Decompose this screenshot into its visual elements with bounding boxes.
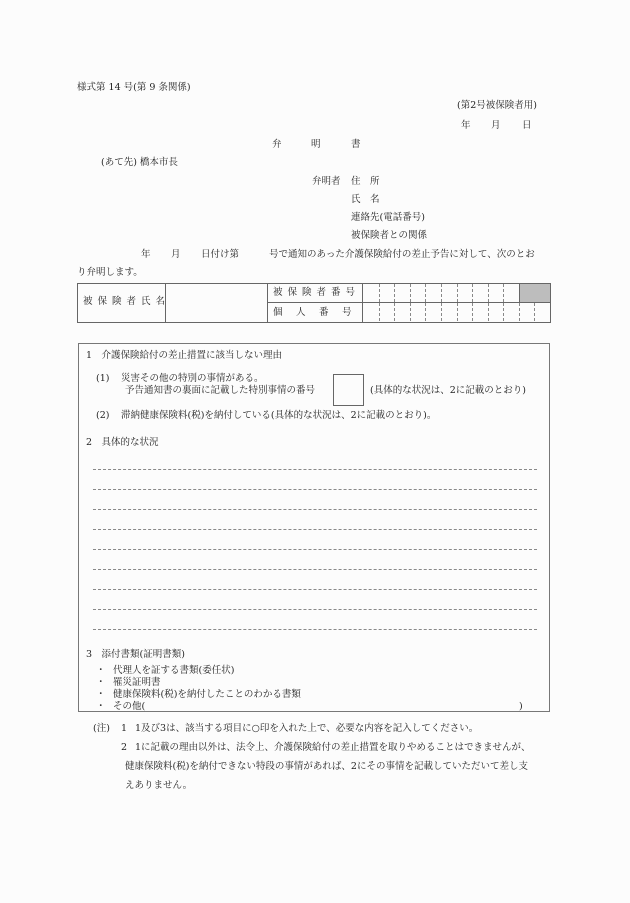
insured-number-digit-cell[interactable] [425, 284, 441, 302]
insured-number-label-cell [268, 284, 363, 303]
situation-writing-line[interactable] [93, 469, 537, 470]
attachment-item: その他( [113, 701, 146, 712]
insured-number-digit-cell[interactable] [503, 284, 519, 302]
title-char-2: 明 [311, 139, 321, 150]
title-char-1: 弁 [272, 139, 282, 150]
other-close-paren: ) [519, 701, 523, 712]
section1-heading: 1 介護保険給付の差止措置に該当しない理由 [86, 350, 283, 361]
applicant-contact-label: 連絡先(電話番号) [351, 212, 425, 223]
insured-type-label: (第2号被保険者用) [457, 100, 537, 111]
note2-text-line1: 1に記載の理由以外は、法令上、介護保険給付の差止措置を取りやめることはできませんが、 [135, 742, 531, 753]
insured-number-digit-cell[interactable] [363, 284, 379, 302]
situation-writing-line[interactable] [93, 629, 537, 630]
date-day-label: 日 [522, 120, 532, 131]
personal-number-digit-cell[interactable] [363, 303, 379, 321]
personal-number-label-cell [268, 303, 363, 322]
note1-text: 1及び3は、該当する項目に○印を入れた上で、必要な内容を記入してください。 [135, 723, 479, 734]
insured-number-digit-cell[interactable] [457, 284, 473, 302]
insured-number-shaded-cell [519, 284, 550, 302]
personal-number-digit-cell[interactable] [534, 303, 550, 321]
note2-text-line2: 健康保険料(税)を納付できない特段の事情があれば、2にその事情を記載していただいて差し支 [125, 761, 528, 772]
situation-writing-line[interactable] [93, 589, 537, 590]
personal-number-digit-cell[interactable] [457, 303, 473, 321]
attachment-bullet: ・ [96, 677, 106, 688]
intro-text-line1: 号で通知のあった介護保険給付の差止予告に対して、次のとお [269, 249, 535, 260]
section1-item2-number: (2) [96, 410, 110, 421]
statement-box [78, 343, 550, 712]
insured-number-digits [363, 284, 550, 303]
situation-writing-line[interactable] [93, 549, 537, 550]
section3-heading: 3 添付書類(証明書類) [86, 649, 185, 660]
personal-number-digit-cell[interactable] [519, 303, 535, 321]
intro-year: 年 [141, 249, 151, 260]
insured-number-digit-cell[interactable] [410, 284, 426, 302]
note2-number: 2 [121, 742, 128, 753]
attachment-bullet: ・ [96, 701, 106, 712]
applicant-address-label: 住 所 [351, 176, 380, 187]
situation-writing-line[interactable] [93, 569, 537, 570]
applicant-relationship-label: 被保険者との関係 [351, 230, 428, 241]
personal-number-label: 個 人 番 号 [273, 307, 354, 318]
insured-number-digit-cell[interactable] [394, 284, 410, 302]
applicant-label: 弁明者 [312, 176, 341, 187]
section1-item1-number: (1) [96, 373, 110, 384]
personal-number-digit-cell[interactable] [394, 303, 410, 321]
attachment-bullet: ・ [96, 665, 106, 676]
insured-name-label-cell [78, 284, 171, 322]
section1-item1-text: 災害その他の特別の事情がある。 [121, 373, 264, 384]
insured-name-field[interactable] [166, 284, 268, 322]
section1-item1-note: (具体的な状況は、2に記載のとおり) [370, 385, 526, 396]
situation-writing-line[interactable] [93, 609, 537, 610]
insured-number-digit-cell[interactable] [472, 284, 488, 302]
insured-number-digit-cell[interactable] [379, 284, 395, 302]
note1-number: 1 [121, 723, 128, 734]
insured-number-digit-cell[interactable] [441, 284, 457, 302]
date-month-label: 月 [491, 120, 501, 131]
attachment-bullet: ・ [96, 689, 106, 700]
insured-info-table [77, 283, 551, 323]
personal-number-digit-cell[interactable] [410, 303, 426, 321]
applicant-name-label: 氏 名 [351, 194, 380, 205]
intro-text-line2: り弁明します。 [77, 267, 143, 278]
personal-number-digit-cell[interactable] [472, 303, 488, 321]
personal-number-digit-cell[interactable] [488, 303, 504, 321]
notes-label: (注) [93, 723, 110, 734]
section1-item1-subtext: 予告通知書の裏面に記載した特別事情の番号 [125, 385, 316, 396]
title-char-3: 書 [351, 139, 361, 150]
insured-number-label: 被保険者番号 [273, 287, 361, 298]
situation-writing-line[interactable] [93, 529, 537, 530]
addressee: (あて先) 橋本市長 [101, 157, 178, 168]
situation-writing-line[interactable] [93, 489, 537, 490]
insured-name-label: 被保険者氏名 [83, 296, 171, 307]
section2-heading: 2 具体的な状況 [86, 437, 159, 448]
personal-number-digits [363, 303, 550, 322]
personal-number-digit-cell[interactable] [425, 303, 441, 321]
intro-month: 月 [171, 249, 181, 260]
section1-item2-text: 滞納健康保険料(税)を納付している(具体的な状況は、2に記載のとおり)。 [121, 410, 437, 421]
personal-number-digit-cell[interactable] [379, 303, 395, 321]
intro-dated-no: 日付け第 [201, 249, 240, 260]
special-circumstance-number-box[interactable] [333, 374, 364, 406]
personal-number-digit-cell[interactable] [503, 303, 519, 321]
attachment-item: 罹災証明書 [113, 677, 161, 688]
note2-text-line3: えありません。 [125, 780, 193, 791]
situation-writing-line[interactable] [93, 509, 537, 510]
form-number: 様式第 14 号(第 9 条関係) [77, 82, 191, 93]
insured-number-digit-cell[interactable] [488, 284, 504, 302]
personal-number-digit-cell[interactable] [441, 303, 457, 321]
attachment-item: 代理人を証する書類(委任状) [113, 665, 235, 676]
date-year-label: 年 [461, 120, 471, 131]
attachment-item: 健康保険料(税)を納付したことのわかる書類 [113, 689, 301, 700]
